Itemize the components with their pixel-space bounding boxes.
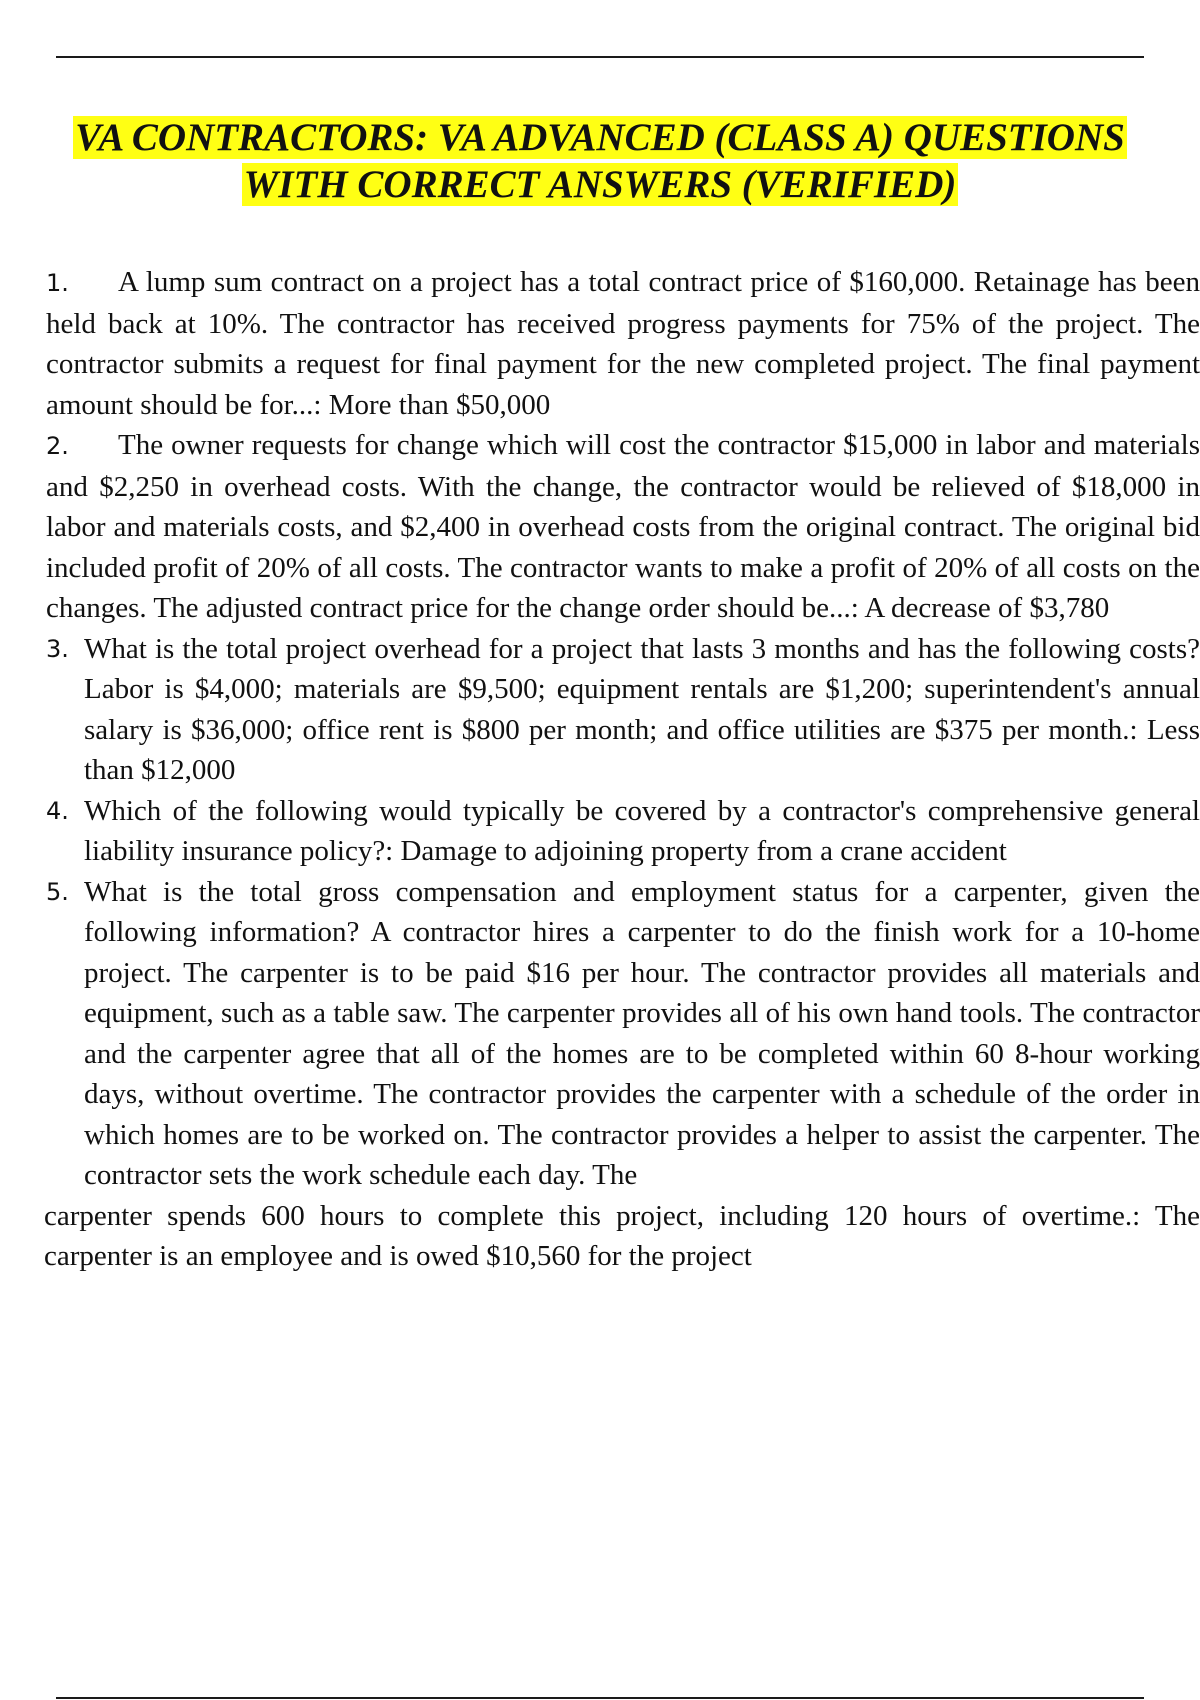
question-text: What is the total gross compensation and employment status for a carpenter, given the following information? A contractor hires a carpenter to do the finish work for a 10-home project. The carpenter is to be paid $16 per hour. The contractor provides all materials and equipment, such as a table saw. The carpenter provides all of his own hand tools. The contractor and the carpenter agree that all of the homes are to be completed within 60 8-hour working days, without overtime. The contractor provides the carpenter with a schedule of the order in which homes are to be worked on. The contractor provides a helper to assist the carpenter. The contractor sets the work schedule each day. The — [84, 875, 1200, 1191]
top-rule — [56, 56, 1144, 58]
question-item-5 — [46, 872, 1200, 1196]
question-item-2 — [46, 425, 1200, 629]
question-number: 1. — [46, 269, 69, 297]
question-item-3 — [46, 629, 1200, 791]
question-list — [46, 262, 1200, 1277]
title-line-1: VA CONTRACTORS: VA ADVANCED (CLASS A) QUESTIONS — [75, 116, 1125, 159]
question-number: 4. — [46, 796, 69, 825]
bottom-rule — [56, 1697, 1144, 1699]
title-line-2: WITH CORRECT ANSWERS (VERIFIED) — [243, 163, 957, 206]
question-text: A lump sum contract on a project has a total contract price of $160,000. Retainage has been held back at 10%. The contractor has received progress payments for 75% of the project. The contractor submits a request for final payment for the new completed project. The final payment amount should be for...: More than $50,000 — [46, 266, 1200, 421]
question-text: Which of the following would typically be covered by a contractor's comprehensive general liability insurance policy?: Damage to adjoining property from a crane accident — [84, 794, 1200, 867]
page-title — [40, 114, 1160, 208]
question-number: 5. — [46, 877, 69, 906]
question-text: The owner requests for change which will cost the contractor $15,000 in labor and materials and $2,250 in overhead costs. With the change, the contractor would be relieved of $18,000 in labor and materials costs, and $2,400 in overhead costs from the original contract. The original bid included profit of 20% of all costs. The contractor wants to make a profit of 20% of all costs on the changes. The adjusted contract price for the change order should be...: A decrease of $3,780 — [46, 429, 1200, 624]
question-number: 2. — [46, 432, 69, 460]
question-5-continuation: carpenter spends 600 hours to complete this project, including 120 hours of overtime.: The carpenter is an employee and is owed $10,560 for the project — [44, 1199, 1200, 1272]
question-text: What is the total project overhead for a project that lasts 3 months and has the following costs? Labor is $4,000; materials are $9,500; equipment rentals are $1,200; superintendent's annual salary is $36,000; office rent is $800 per month; and office utilities are $375 per month.: Less than $12,000 — [84, 632, 1200, 786]
question-item-1 — [46, 262, 1200, 425]
question-item-4 — [46, 791, 1200, 872]
question-number: 3. — [46, 634, 69, 663]
